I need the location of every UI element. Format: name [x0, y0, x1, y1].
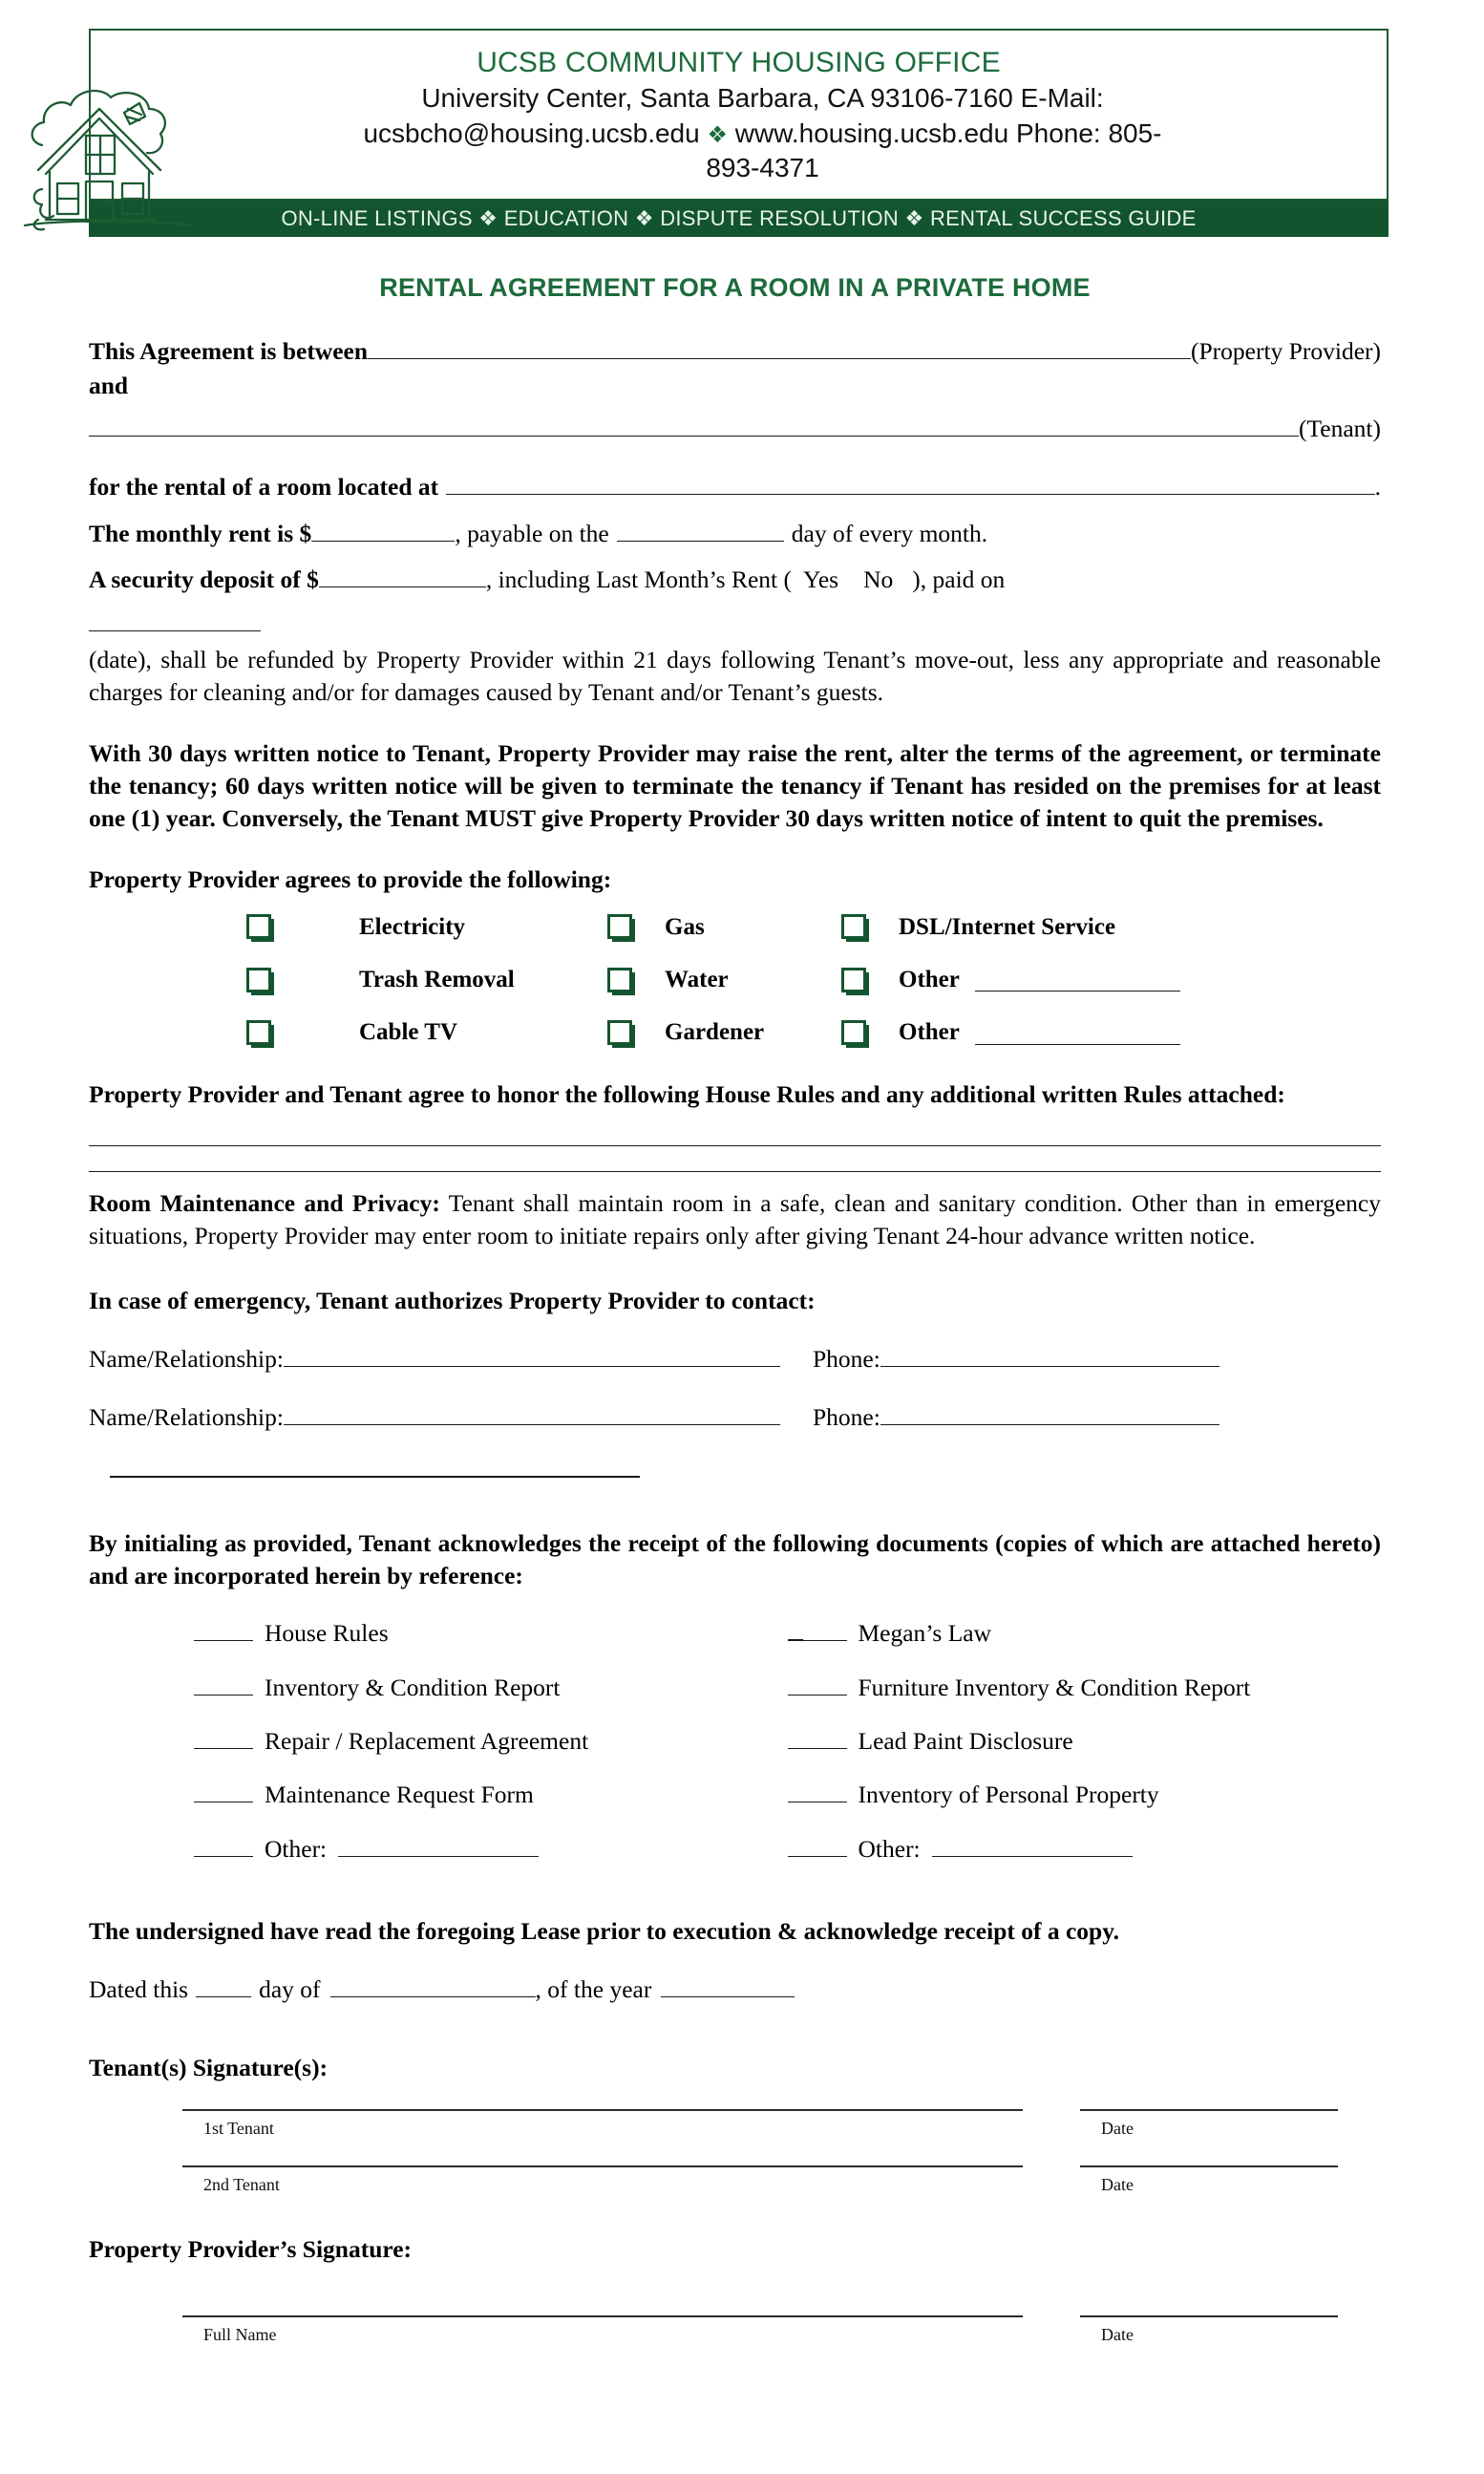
- label-gardener: Gardener: [665, 1019, 765, 1046]
- list-item: [194, 1779, 788, 1811]
- tenant-blank[interactable]: [89, 412, 1299, 437]
- initial-blank-other-right[interactable]: [788, 1833, 847, 1858]
- services-heading: Property Provider agrees to provide the following:: [89, 864, 612, 893]
- dated-day-blank[interactable]: [196, 1973, 251, 1997]
- label-water: Water: [665, 966, 729, 992]
- maintenance-heading: Room Maintenance and Privacy:: [89, 1189, 440, 1218]
- room-location-blank[interactable]: [446, 470, 1374, 495]
- address-line: University Center, Santa Barbara, CA 93106-7160 E-Mail: ucsbcho@housing.ucsb.edu ❖ www.housing.ucsb.edu Phone: 805- 893-4371: [363, 83, 1162, 183]
- emergency-phone-blank-2[interactable]: [880, 1400, 1219, 1425]
- emergency-name-blank-2[interactable]: [284, 1400, 780, 1425]
- monthly-rent-label: The monthly rent is $: [89, 519, 312, 547]
- initial-label-personal-property: Inventory of Personal Property: [858, 1781, 1159, 1809]
- list-item: [788, 1832, 1382, 1866]
- checkbox-gas[interactable]: [607, 914, 632, 939]
- agreement-between-label: This Agreement is between: [89, 336, 369, 365]
- label-cable-tv: Cable TV: [359, 1019, 458, 1046]
- initial-blank-personal-property[interactable]: [788, 1779, 847, 1803]
- emergency-section: [89, 1285, 1381, 1482]
- initial-blank-repair-replacement[interactable]: [194, 1724, 253, 1749]
- initial-label-other-right: Other:: [858, 1835, 921, 1864]
- emergency-heading: In case of emergency, Tenant authorizes Property Provider to contact:: [89, 1287, 816, 1315]
- initial-other-left-blank[interactable]: [338, 1832, 539, 1857]
- first-tenant-signature-field[interactable]: [182, 2109, 1023, 2141]
- tenant-suffix: (Tenant): [1298, 414, 1381, 442]
- house-rules-heading: Property Provider and Tenant agree to honor the following House Rules and any additional written Rules attached:: [89, 1080, 1285, 1109]
- other-1-blank[interactable]: [975, 968, 1180, 992]
- initial-label-repair-replacement: Repair / Replacement Agreement: [265, 1726, 589, 1755]
- provider-signature-heading: Property Provider’s Signature:: [89, 2234, 413, 2263]
- checkbox-other-1[interactable]: [841, 968, 866, 992]
- list-item: [194, 1724, 788, 1757]
- list-item: [788, 1724, 1382, 1757]
- first-tenant-caption: 1st Tenant: [203, 2118, 274, 2138]
- security-deposit-blank[interactable]: [319, 563, 486, 587]
- dated-this-label: Dated this: [89, 1975, 189, 2004]
- emergency-extra-blank[interactable]: [110, 1453, 640, 1478]
- room-location-label: for the rental of a room located at: [89, 472, 439, 501]
- and-label: and: [89, 371, 129, 399]
- label-electricity: Electricity: [359, 913, 466, 940]
- label-other-1: [899, 964, 1381, 995]
- deposit-no-option[interactable]: No: [863, 565, 894, 594]
- second-tenant-signature-field[interactable]: [182, 2165, 1023, 2197]
- checkbox-gardener[interactable]: [607, 1020, 632, 1045]
- office-address-contact: [91, 79, 1387, 189]
- initialing-section: [89, 1527, 1381, 1866]
- rent-day-suffix: day of every month.: [791, 519, 988, 547]
- initial-label-furniture-inventory: Furniture Inventory & Condition Report: [858, 1673, 1251, 1701]
- emergency-phone-label-1: Phone:: [812, 1345, 880, 1374]
- provider-date-field[interactable]: [1080, 2315, 1338, 2347]
- initial-blank-maintenance-request[interactable]: [194, 1779, 253, 1803]
- provider-date-caption: Date: [1101, 2324, 1134, 2344]
- initial-label-house-rules: House Rules: [265, 1619, 389, 1648]
- property-provider-blank[interactable]: [368, 334, 1191, 359]
- dated-year-blank[interactable]: [661, 1973, 795, 1997]
- last-month-rent-text: , including Last Month’s Rent (: [485, 565, 792, 594]
- deposit-yes-option[interactable]: Yes: [802, 565, 839, 594]
- second-tenant-caption: 2nd Tenant: [203, 2174, 280, 2194]
- checkbox-cable-tv[interactable]: [246, 1020, 271, 1045]
- initial-label-megans-law: Megan’s Law: [858, 1619, 992, 1648]
- initial-blank-furniture-inventory[interactable]: [788, 1671, 847, 1696]
- checkbox-electricity[interactable]: [246, 914, 271, 939]
- initial-blank-inventory-condition-report[interactable]: [194, 1671, 253, 1696]
- initial-blank-megans-law[interactable]: [788, 1617, 847, 1642]
- list-item: [788, 1779, 1382, 1811]
- initialing-checklist: [89, 1617, 1381, 1866]
- initial-label-other-left: Other:: [265, 1835, 328, 1864]
- emergency-name-blank-1[interactable]: [284, 1342, 780, 1367]
- house-rules-line-1[interactable]: [89, 1145, 1381, 1146]
- deposit-refund-note: (date), shall be refunded by Property Provider within 21 days following Tenant’s move-out, less any appropriate and reasonable charges for cleaning and/or for damages caused by Tenant and/or Tenant’s guests.: [89, 646, 1381, 707]
- initial-label-lead-paint: Lead Paint Disclosure: [858, 1726, 1073, 1755]
- initialing-heading: By initialing as provided, Tenant acknowledges the receipt of the following documents (copies of which are attached hereto) and are incorporated herein by reference:: [89, 1528, 1381, 1589]
- signature-row-provider: [89, 2315, 1381, 2347]
- house-rules-section: [89, 1078, 1381, 1172]
- other-2-blank[interactable]: [975, 1020, 1180, 1045]
- list-item: [788, 1617, 1382, 1650]
- first-tenant-date-caption: Date: [1101, 2118, 1134, 2138]
- emergency-phone-blank-1[interactable]: [880, 1342, 1219, 1367]
- initial-label-maintenance-request: Maintenance Request Form: [265, 1781, 534, 1809]
- emergency-contact-row-2: [89, 1400, 1381, 1434]
- document-page: [0, 29, 1484, 2474]
- second-tenant-date-field[interactable]: [1080, 2165, 1338, 2197]
- provider-signature-section: [89, 2233, 1381, 2347]
- rent-day-blank[interactable]: [617, 517, 784, 542]
- house-rules-line-2[interactable]: [89, 1171, 1381, 1172]
- checkbox-dsl-internet[interactable]: [841, 914, 866, 939]
- initial-blank-house-rules[interactable]: [194, 1617, 253, 1642]
- list-item: [788, 1671, 1382, 1703]
- notice-paragraph: With 30 days written notice to Tenant, Property Provider may raise the rent, alter the terms of the agreement, or terminate the tenancy; 60 days written notice will be given to terminate the tenancy if Tenant has resided on the premises for at least one (1) year. Conversely, the Tenant MUST give Property Provider 30 days written notice of intent to quit the premises.: [89, 739, 1381, 832]
- emergency-name-label-2: Name/Relationship:: [89, 1402, 284, 1431]
- deposit-paid-date-blank[interactable]: [89, 607, 261, 631]
- first-tenant-date-field[interactable]: [1080, 2109, 1338, 2141]
- emergency-phone-label-2: Phone:: [812, 1402, 880, 1431]
- provider-signature-field[interactable]: [182, 2315, 1023, 2347]
- nav-strip: [89, 201, 1389, 237]
- checkbox-other-2[interactable]: [841, 1020, 866, 1045]
- list-item: [194, 1671, 788, 1703]
- initial-label-inventory-condition-report: Inventory & Condition Report: [265, 1673, 561, 1701]
- of-the-year-label: , of the year: [535, 1975, 652, 2004]
- label-trash-removal: Trash Removal: [359, 966, 515, 992]
- maintenance-paragraph: [89, 1187, 1381, 1252]
- label-other-2: [899, 1016, 1381, 1048]
- office-name: UCSB COMMUNITY HOUSING OFFICE: [477, 47, 1001, 78]
- letterhead-header: [89, 29, 1389, 201]
- initial-blank-lead-paint[interactable]: [788, 1724, 847, 1749]
- property-provider-suffix: (Property Provider): [1191, 336, 1381, 365]
- label-gas: Gas: [665, 913, 705, 940]
- monthly-rent-blank[interactable]: [311, 517, 455, 542]
- emergency-contact-row-1: [89, 1342, 1381, 1376]
- rent-payable-text: , payable on the: [455, 519, 609, 547]
- list-item: [194, 1617, 788, 1650]
- room-location-period: .: [1374, 472, 1381, 501]
- initial-other-right-blank[interactable]: [932, 1832, 1133, 1857]
- services-section: [89, 864, 1381, 1049]
- signature-row-second-tenant: [89, 2165, 1381, 2197]
- execution-section: [89, 1915, 1381, 2006]
- document-body: [89, 237, 1381, 2347]
- provider-full-name-caption: Full Name: [203, 2324, 277, 2344]
- list-item: [194, 1832, 788, 1866]
- second-tenant-date-caption: Date: [1101, 2174, 1134, 2194]
- security-deposit-label: A security deposit of $: [89, 565, 319, 594]
- maintenance-body: Tenant shall maintain room in a safe, clean and sanitary condition. Other than in emergency situations, Property Provider may enter room to initiate repairs only after giving Tenant 24-hour advance written notice.: [89, 1189, 1381, 1250]
- services-checkbox-grid: [89, 911, 1381, 1049]
- initial-blank-other-left[interactable]: [194, 1833, 253, 1858]
- checkbox-trash-removal[interactable]: [246, 968, 271, 992]
- checkbox-water[interactable]: [607, 968, 632, 992]
- signature-row-first-tenant: [89, 2109, 1381, 2141]
- tenant-signature-section: [89, 2052, 1381, 2197]
- page-title: RENTAL AGREEMENT FOR A ROOM IN A PRIVATE HOME: [379, 273, 1091, 302]
- execution-statement: The undersigned have read the foregoing Lease prior to execution & acknowledge receipt of a copy.: [89, 1917, 1119, 1946]
- rental-details: [89, 470, 1381, 709]
- day-of-label: day of: [259, 1975, 321, 2004]
- agreement-parties: [89, 334, 1381, 445]
- deposit-paid-on-text: ), paid on: [912, 565, 1006, 594]
- label-dsl-internet: DSL/Internet Service: [899, 913, 1116, 940]
- dated-month-blank[interactable]: [330, 1973, 536, 1997]
- tenant-signature-heading: Tenant(s) Signature(s):: [89, 2053, 329, 2081]
- nav-items-text: ON-LINE LISTINGS ❖ EDUCATION ❖ DISPUTE RESOLUTION ❖ RENTAL SUCCESS GUIDE: [281, 206, 1197, 230]
- other-1-text: Other: [899, 966, 960, 992]
- emergency-name-label-1: Name/Relationship:: [89, 1345, 284, 1374]
- other-2-text: Other: [899, 1019, 960, 1046]
